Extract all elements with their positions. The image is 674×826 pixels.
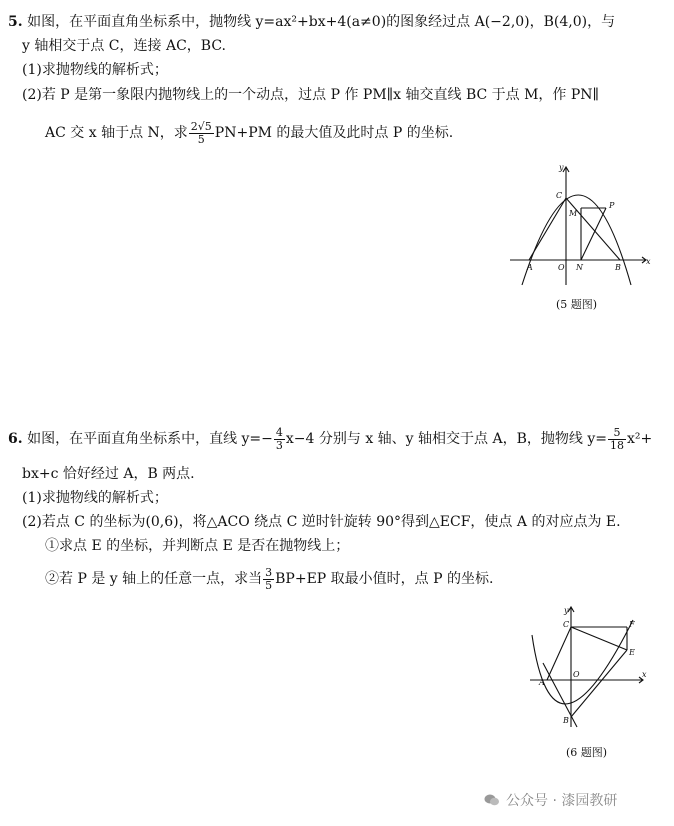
q6-label-B: B [563,716,569,725]
q6-sub1: ①求点 E 的坐标，并判断点 E 是否在抛物线上； [45,538,350,554]
watermark-text: 公众号 · 漆园教研 [506,793,618,809]
q6-fraction-c [263,567,274,592]
q6-line1-post: x²+ [626,431,653,447]
q6-line-AB [543,663,577,727]
q5-fraction [189,121,214,146]
q6-segment-CE [571,627,627,650]
q5-stem-line1: 如图，在平面直角坐标系中，抛物线 y=ax²+bx+4(a≠0)的图象经过点 A(−2,0)，B(4,0)，与 [27,14,616,30]
q6-label-C: C [563,620,570,629]
q5-stem-line2: y 轴相交于点 C，连接 AC，BC. [22,38,227,54]
q6-fraction-a-numerator: 4 [275,425,283,439]
q6-line1-pre: 如图，在平面直角坐标系中，直线 y=− [27,431,273,447]
q5-label-N: N [576,263,583,272]
q5-part1: (1)求抛物线的解析式； [22,62,168,78]
q5-label-O: O [558,263,565,272]
q6-label-F: F [629,620,635,629]
q5-label-x: x [646,257,651,266]
q5-line1 [8,12,615,32]
q5-part2-line1: (2)若 P 是第一象限内抛物线上的一个动点，过点 P 作 PM∥x 轴交直线 BC 于点 M，作 PN∥ [22,87,600,103]
q5-fraction-numerator: 2√5 [190,119,212,133]
q6-fraction-b [608,427,626,452]
q5-fraction-denominator: 5 [197,132,205,146]
q5-figure [505,160,655,290]
q6-segment-BE [571,650,627,717]
q6-label-x: x [642,670,647,679]
q5-label-y: y [559,163,564,172]
q5-label-P: P [609,201,615,210]
q6-fraction-a [274,427,285,452]
q6-label-E: E [629,648,635,657]
q6-sub2 [45,566,493,592]
q6-sub2-post: BP+EP 取最小值时，点 P 的坐标. [275,571,494,587]
wechat-icon [484,793,500,807]
q6-fraction-c-numerator: 3 [265,565,273,579]
q6-segment-AC [547,627,571,680]
q6-caption: (6 题图) [566,746,608,759]
q6-fraction-b-numerator: 5 [608,427,626,440]
q6-line1 [8,426,652,452]
q5-caption: (5 题图) [556,298,598,311]
q5-label-A: A [527,263,533,272]
q6-fraction-c-denominator: 5 [265,578,273,592]
q6-part1: (1)求抛物线的解析式； [22,490,168,506]
q5-part2-text-post: PN+PM 的最大值及此时点 P 的坐标. [214,125,454,141]
q6-line2: bx+c 恰好经过 A，B 两点. [22,466,195,482]
q6-parabola [532,620,633,704]
q6-line1-mid: x−4 分别与 x 轴、y 轴相交于点 A，B，抛物线 y= [285,431,607,447]
q5-label-B: B [615,263,621,272]
q5-label-M: M [569,209,578,218]
q5-part2-line2 [45,120,453,146]
q6-fraction-a-denominator: 3 [275,438,283,452]
q6-number: 6. [8,431,23,447]
q5-segment-PN [581,208,606,260]
q6-sub2-pre: ②若 P 是 y 轴上的任意一点，求当 [45,571,263,587]
watermark [484,790,617,810]
q6-label-O: O [573,670,580,679]
q5-part2-text-pre: AC 交 x 轴于点 N，求 [45,125,188,141]
q6-fraction-b-denominator: 18 [609,438,624,452]
q6-figure [525,605,650,730]
q5-number: 5. [8,14,23,30]
q6-part2: (2)若点 C 的坐标为(0,6)，将△ACO 绕点 C 逆时针旋转 90°得到△ECF，使点 A 的对应点为 E. [22,514,621,530]
q6-label-y: y [564,606,569,615]
q6-label-A: A [539,678,545,687]
q5-label-C: C [556,191,563,200]
q5-segment-AC [529,198,566,260]
